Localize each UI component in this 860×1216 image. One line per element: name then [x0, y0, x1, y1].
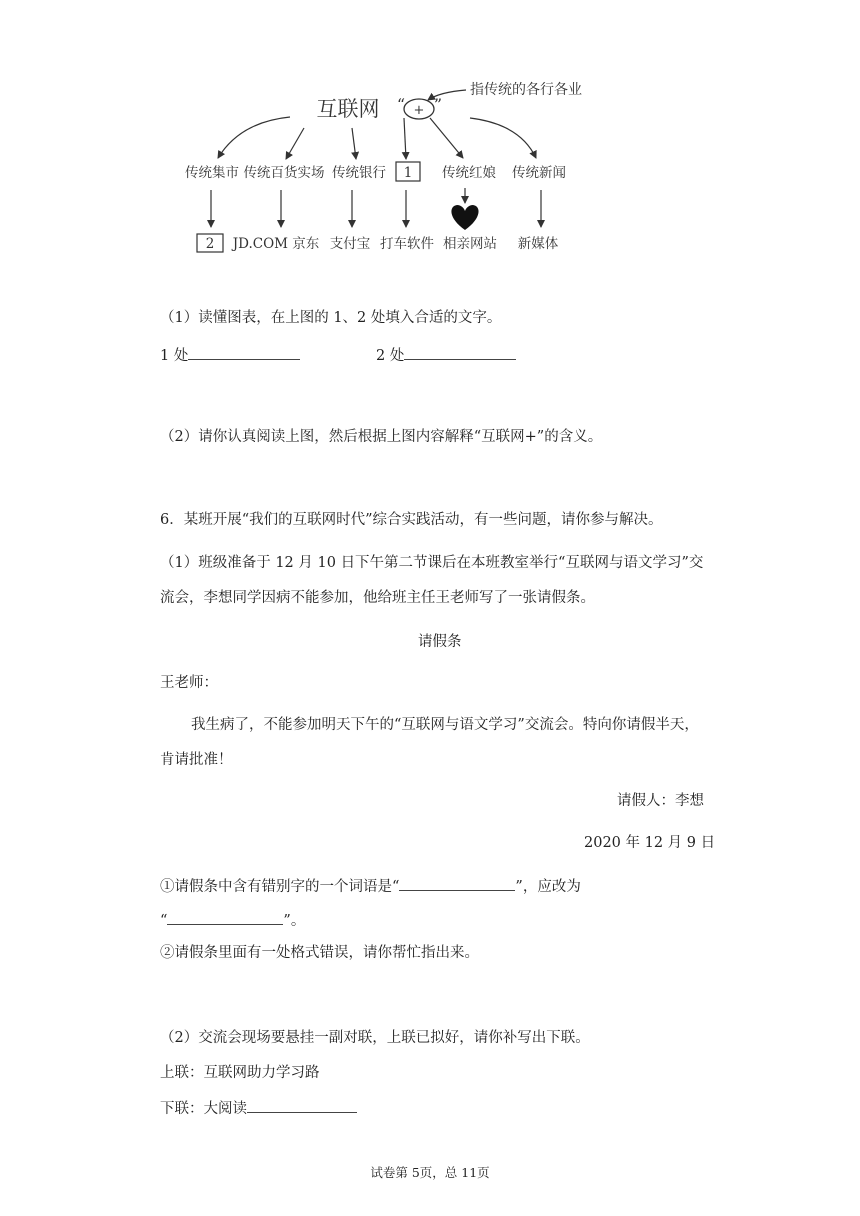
leave-note-body-line2: 肯请批准！: [160, 752, 233, 768]
q6-part1-line1: （1）班级准备于 12 月 10 日下午第二节课后在本班教室举行“互联网与语文学习”交: [160, 555, 704, 571]
couplet-lower-row: [160, 1097, 357, 1119]
arrow-to-box1: [404, 118, 406, 159]
internet-plus-diagram: [0, 0, 860, 270]
q5-blank2-row: [376, 344, 516, 366]
q5-part2: （2）请你认真阅读上图，然后根据上图内容解释“互联网+”的含义。: [160, 429, 603, 445]
q6-sub1-correction-field[interactable]: [167, 909, 283, 925]
q5-blank2-label: 2 处: [376, 348, 405, 364]
diagram-open-quote: “: [396, 95, 406, 114]
couplet-lower-label: 下联：大阅读: [160, 1101, 247, 1117]
q6-sub2: ②请假条里面有一处格式错误，请你帮忙指出来。: [160, 945, 479, 961]
bottom-label-alipay: 支付宝: [329, 236, 371, 252]
top-label-store: 传统百货实场: [243, 165, 325, 181]
diagram-callout: 指传统的各行各业: [470, 82, 582, 98]
leave-note-salutation: 王老师：: [160, 675, 218, 691]
q6-sub1-open-quote: “: [160, 913, 168, 929]
bottom-label-box2: 2: [205, 236, 215, 252]
q5-blank1-label: 1 处: [160, 348, 189, 364]
leave-note-date: 2020 年 12 月 9 日: [584, 835, 716, 851]
diagram-plus-symbol: +: [413, 103, 425, 118]
q5-blank1-row: [160, 344, 300, 366]
bottom-label-dating: 相亲网站: [443, 236, 497, 252]
q6-intro: 6．某班开展“我们的互联网时代”综合实践活动，有一些问题，请你参与解决。: [160, 512, 663, 528]
top-label-news: 传统新闻: [512, 165, 566, 181]
bottom-label-newmedia: 新媒体: [517, 236, 559, 252]
q6-part2: （2）交流会现场要悬挂一副对联，上联已拟好，请你补写出下联。: [160, 1030, 590, 1046]
leave-note-signer: 请假人：李想: [617, 793, 704, 809]
couplet-lower-field[interactable]: [247, 1097, 357, 1113]
q5-part1: （1）读懂图表，在上图的 1、2 处填入合适的文字。: [160, 310, 502, 326]
q6-sub1-text-a: ①请假条中含有错别字的一个词语是“: [160, 879, 400, 895]
q5-blank2-field[interactable]: [404, 344, 516, 360]
arrow-to-market: [218, 117, 290, 158]
top-label-market: 传统集市: [185, 165, 239, 181]
q6-sub1-close-quote: ”。: [283, 913, 306, 929]
top-label-bank: 传统银行: [332, 165, 386, 181]
leave-note-body-line1: 我生病了，不能参加明天下午的“互联网与语文学习”交流会。特向你请假半天，: [191, 717, 699, 733]
diagram-center-label: 互联网: [316, 97, 380, 121]
q6-sub1-wrong-word-field[interactable]: [399, 875, 515, 891]
diagram-close-quote: ”: [433, 95, 443, 114]
q5-blank1-field[interactable]: [188, 344, 300, 360]
q6-part1-line2: 流会，李想同学因病不能参加，他给班主任王老师写了一张请假条。: [160, 590, 595, 606]
q6-sub1-line1: [160, 875, 581, 897]
bottom-label-jd: JD.COM 京东: [232, 236, 320, 252]
arrow-to-store: [286, 128, 304, 159]
arrow-to-matchmaker: [430, 118, 463, 158]
heart-icon: [451, 205, 478, 230]
page-footer: 试卷第 5页，总 11页: [370, 1165, 490, 1180]
q6-sub1-text-b: ”，应改为: [515, 879, 581, 895]
bottom-label-taxi: 打车软件: [380, 236, 434, 252]
couplet-upper: 上联：互联网助力学习路: [160, 1065, 320, 1081]
top-label-matchmaker: 传统红娘: [442, 165, 496, 181]
leave-note-title: 请假条: [418, 634, 462, 650]
q6-sub1-line2: [160, 909, 305, 931]
arrow-to-bank: [352, 128, 356, 159]
top-label-box1: 1: [403, 165, 413, 181]
arrow-to-news: [470, 118, 536, 158]
